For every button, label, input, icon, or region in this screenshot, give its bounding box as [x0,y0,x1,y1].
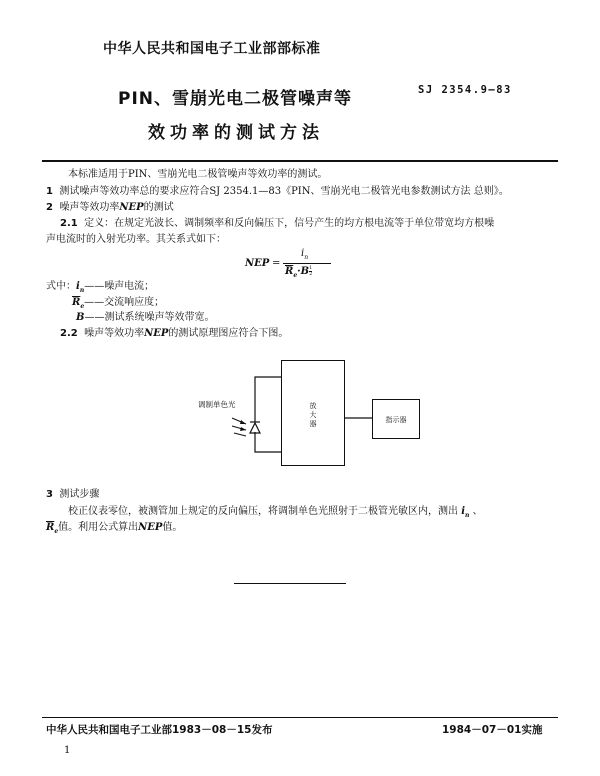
amplifier-label-1: 放 [309,402,317,410]
section-3-i-sub: n [465,512,470,519]
section-2-2-text-prefix: 噪声等效功率 [84,328,145,339]
where-item-2-symbol [72,297,84,308]
formula-den-exponent [309,266,312,277]
indicator-label: 指示器 [385,416,407,424]
formula-exp-num: 1 [309,265,313,271]
where-item-2-text: ——交流响应度； [84,297,165,308]
formula-lhs: NEP [245,258,270,269]
section-3-heading [46,488,99,502]
section-2-2 [60,327,288,341]
wire-top [255,377,281,422]
issuer-header: 中华人民共和国电子工业部部标准 [103,41,321,57]
formula-den-r-sub: e [293,272,298,279]
where-i-sub: n [79,287,85,294]
light-arrow-3 [234,433,246,436]
section-3-line-1-text: 校正仪表零位，被测管加上规定的反向偏压，将调制单色光照射于二极管光敏区内，测出 [68,506,458,517]
section-2-text-suffix: 的测试 [143,202,174,213]
section-2-1-number: 2.1 [60,218,78,229]
section-1 [46,185,509,199]
title-line-1: PIN、雪崩光电二极管噪声等 [118,89,353,109]
section-3-r-sub: e [54,528,59,535]
formula-den-separator: · [297,266,301,277]
section-2-2-number: 2.2 [60,328,78,339]
section-3-i: i [461,506,465,517]
section-2-1-text-1: 定义：在规定光波长、调制频率和反向偏压下，信号产生的均方根电流等于单位带宽均方根噪 [84,218,495,229]
formula-den-b: B [300,266,310,277]
formula-numerator [301,248,308,261]
formula-equals: = [272,258,281,269]
section-2-1-line-2: 声电流时的入射光功率。其关系式如下： [46,234,226,245]
section-3-line-2 [46,521,182,539]
title-line-2: 效功率的测试方法 [148,123,324,143]
section-2-text-prefix: 噪声等效功率 [59,202,120,213]
section-2-number: 2 [46,202,53,213]
formula-den-r: $\overline{R}$ [285,266,294,277]
wire-bottom [255,432,281,452]
section-2 [46,201,174,215]
amplifier-label-2: 大 [309,411,317,419]
section-3-line-2-text-2: 值。 [162,522,183,533]
nep-formula [245,248,345,284]
end-divider [234,583,346,584]
section-2-1-line-1 [60,217,494,231]
where-item-1-text: ——噪声电流； [84,281,155,292]
amplifier-label [307,402,319,429]
where-label: 式中： [46,281,76,292]
issued-date: 中华人民共和国电子工业部1983－08－15发布 [46,724,273,736]
section-1-text: 测试噪声等效功率总的要求应符合SJ 2354.1—83《PIN、雪崩光电二极管光电参数测试方法 总则》。 [59,186,509,197]
intro-text: 本标准适用于PIN、雪崩光电二极管噪声等效功率的测试。 [68,169,328,180]
light-arrowhead-2 [240,427,246,431]
where-item-1-symbol [76,281,84,292]
formula-fraction-bar [283,263,331,264]
section-2-nep: NEP [119,202,144,213]
formula-exp-den: 2 [309,271,313,277]
effective-date: 1984－07－01实施 [442,724,543,736]
formula-numerator-symbol: i [301,248,305,259]
test-circuit-diagram [180,360,460,480]
where-item-3-text: ——测试系统噪声等效带宽。 [84,312,215,323]
section-3-line-2-symbol [46,522,58,533]
section-3-line-1-symbol [461,506,469,517]
section-3-r: $\overline{R}$ [46,522,55,533]
section-2-2-nep: NEP [144,328,169,339]
standard-code: SJ 2354.9—83 [418,84,512,96]
section-3-number: 3 [46,489,53,500]
amplifier-label-3: 器 [309,420,317,428]
where-r-sub: e [80,303,85,310]
where-item-3 [76,311,214,325]
where-r: $\overline{R}$ [72,297,81,308]
section-2-2-text-suffix: 的测试原理图应符合下图。 [168,328,289,339]
photodiode-symbol [250,423,260,433]
section-3-line-2-text-1: 值。利用公式算出 [58,522,139,533]
section-3-title: 测试步骤 [59,489,100,500]
section-3-nep: NEP [138,522,163,533]
formula-denominator [285,266,312,279]
formula-numerator-sub: n [304,254,309,261]
light-arrowhead-1 [240,420,246,424]
section-1-number: 1 [46,186,53,197]
section-3-line-1-suffix: 、 [472,506,483,517]
where-b: B [76,312,85,323]
page-number: 1 [64,745,71,756]
light-source-label: 调制单色光 [198,400,236,409]
footer-divider [42,717,558,718]
title-divider [42,160,558,162]
where-i: i [76,281,80,292]
